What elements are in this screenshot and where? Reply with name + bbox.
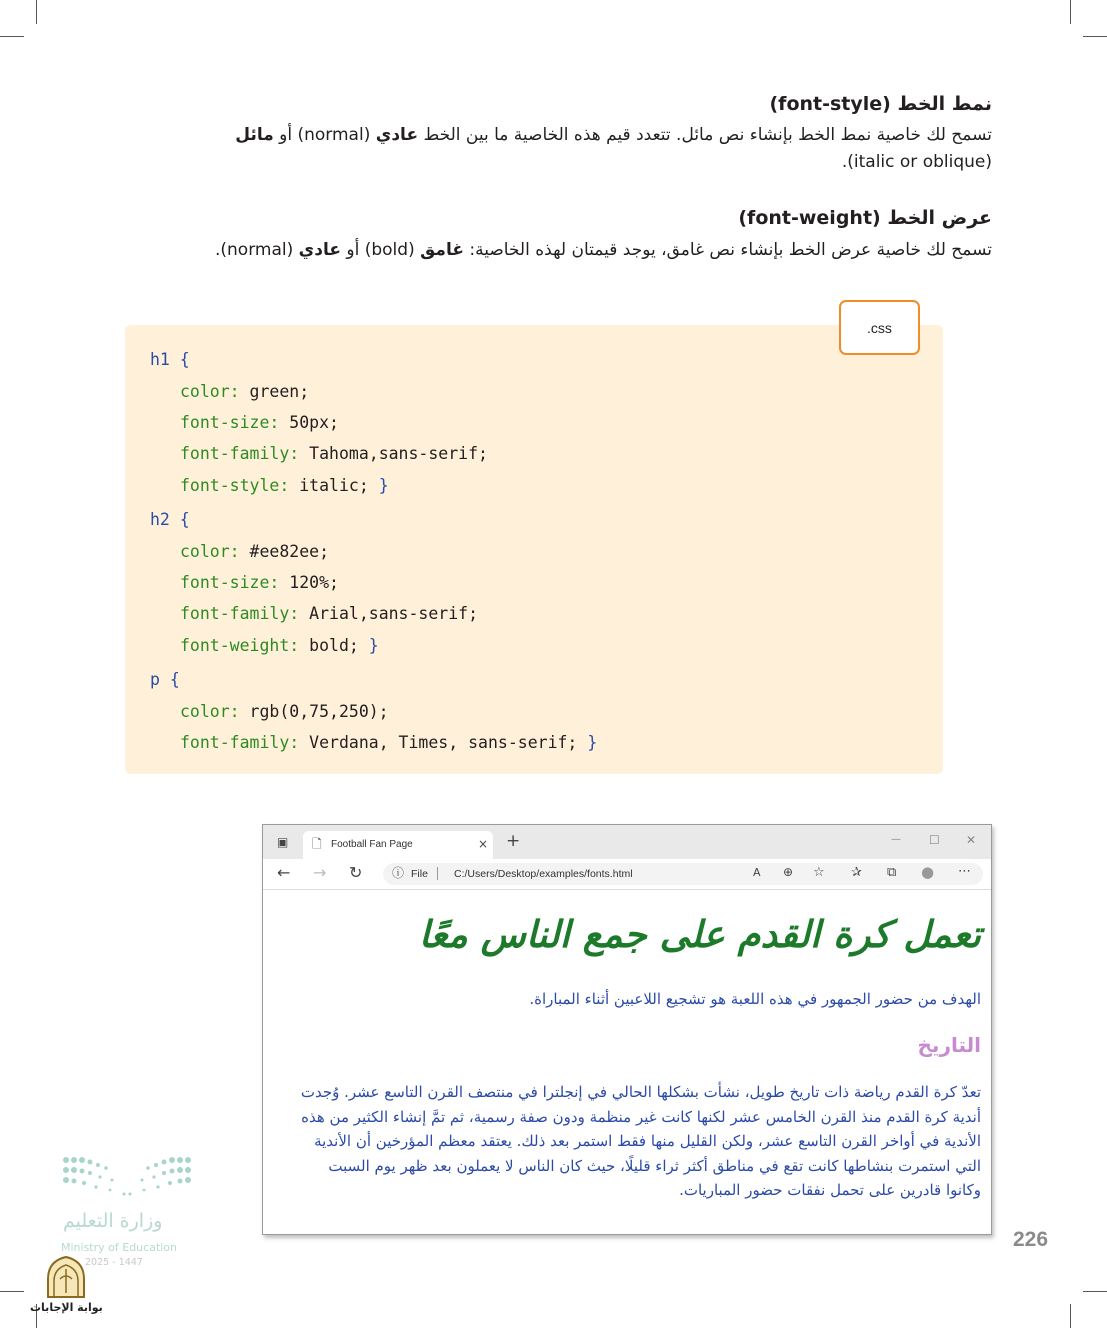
css-property: font-family: [180, 733, 300, 752]
code-line [180, 636, 379, 655]
css-property: font-style: [180, 476, 290, 495]
css-file-tab [839, 300, 920, 355]
read-aloud-icon[interactable]: A [753, 866, 761, 879]
close-window-button[interactable]: ✕ [966, 833, 977, 847]
code-line [180, 542, 329, 561]
code-line [150, 350, 190, 369]
address-prefix: File [411, 868, 428, 880]
page-heading-2: التاريخ [917, 1033, 981, 1057]
dome-emblem-icon [44, 1255, 88, 1299]
new-tab-button[interactable]: + [506, 831, 521, 851]
page-paragraph-1: الهدف من حضور الجمهور في هذه اللعبة هو تشجيع اللاعبين أثناء المباراة. [529, 990, 981, 1008]
css-value: bold; [299, 636, 369, 655]
bold-term: عادي [298, 240, 341, 260]
back-icon[interactable]: ← [277, 863, 291, 882]
ministry-year: 2025 - 1447 [85, 1257, 143, 1268]
css-selector: h2 [150, 510, 170, 529]
address-url: C:/Users/Desktop/examples/fonts.html [454, 868, 633, 880]
crop-mark [1070, 0, 1071, 24]
code-line [180, 733, 597, 752]
ministry-dots-icon [60, 1150, 200, 1200]
code-line [150, 670, 180, 689]
css-selector: h1 [150, 350, 170, 369]
collections-icon[interactable]: ⧉ [887, 865, 897, 880]
css-value: italic; [289, 476, 379, 495]
minimize-button[interactable]: — [891, 834, 901, 845]
favorite-icon[interactable]: ☆ [813, 865, 825, 880]
portal-logo [30, 1255, 102, 1320]
crop-mark [0, 1291, 24, 1292]
css-value: Arial,sans-serif; [299, 604, 479, 623]
css-property: font-weight: [180, 636, 300, 655]
font-weight-paragraph [132, 237, 992, 264]
css-selector: p [150, 670, 160, 689]
brace: { [169, 350, 190, 369]
text-run: تسمح لك خاصية نمط الخط بإنشاء نص مائل. تتعدد قيم هذه الخاصية ما بين الخط [418, 125, 992, 145]
page-number: 226 [1013, 1228, 1049, 1251]
css-value: #ee82ee; [239, 542, 330, 561]
page-heading-1: تعمل كرة القدم على جمع الناس معًا [418, 913, 981, 956]
text-run: (normal). [214, 240, 299, 260]
crop-mark [1083, 1291, 1107, 1292]
tab-bar [263, 825, 991, 859]
bold-term: مائل [235, 125, 274, 145]
text-run: (italic or oblique). [841, 152, 992, 172]
ministry-arabic-name: وزارة التعليم [63, 1210, 163, 1232]
css-property: color: [180, 702, 240, 721]
code-line [180, 702, 389, 721]
font-style-paragraph [152, 122, 992, 176]
brace: } [378, 476, 389, 495]
code-line [180, 604, 478, 623]
brace: { [159, 670, 180, 689]
css-value: rgb(0,75,250); [239, 702, 389, 721]
favorites-icon[interactable]: ✰ [851, 865, 862, 880]
brace: { [169, 510, 190, 529]
portal-label: بوابة الإجابات [30, 1301, 103, 1314]
css-value: green; [239, 382, 310, 401]
bold-term: عادي [375, 125, 419, 145]
code-line [180, 573, 339, 592]
tab-actions-icon[interactable]: ▣ [277, 835, 289, 849]
code-line [180, 382, 309, 401]
code-line [180, 476, 389, 495]
css-value: 120%; [279, 573, 339, 592]
bold-term: غامق [420, 240, 464, 260]
browser-toolbar [263, 859, 991, 890]
address-bar[interactable] [383, 863, 983, 885]
brace: } [368, 636, 379, 655]
code-line [150, 510, 190, 529]
font-weight-heading: عرض الخط (font-weight) [738, 207, 992, 229]
css-property: font-family: [180, 604, 300, 623]
code-line [180, 444, 488, 463]
text-run: (normal) أو [273, 125, 376, 145]
font-style-heading: نمط الخط (font-style) [769, 93, 992, 115]
css-property: font-size: [180, 413, 280, 432]
text-run: تسمح لك خاصية عرض الخط بإنشاء نص غامق، يوجد قيمتان لهذه الخاصية: [463, 240, 992, 260]
profile-icon[interactable]: ● [921, 863, 935, 881]
page-icon: 🗋 [312, 837, 322, 851]
crop-mark [1083, 36, 1107, 37]
css-property: font-size: [180, 573, 280, 592]
maximize-button[interactable]: ☐ [929, 833, 940, 847]
code-line [180, 413, 339, 432]
info-icon: ⓘ [392, 866, 405, 880]
crop-mark [0, 36, 24, 37]
css-value: 50px; [279, 413, 339, 432]
refresh-icon[interactable]: ↻ [349, 863, 363, 882]
crop-mark [1070, 1304, 1071, 1328]
close-tab-icon[interactable]: × [478, 837, 489, 851]
text-run: (bold) أو [340, 240, 421, 260]
css-value: Verdana, Times, sans-serif; [299, 733, 588, 752]
css-property: font-family: [180, 444, 300, 463]
zoom-icon[interactable]: ⊕ [783, 865, 794, 879]
browser-window [262, 824, 992, 1235]
css-tab-label: .css [867, 319, 892, 336]
ministry-english-name: Ministry of Education [61, 1241, 178, 1254]
page-paragraph-2: تعدّ كرة القدم رياضة ذات تاريخ طويل، نشأت بشكلها الحالي في إنجلترا في منتصف القرن التاسع عشر. وُجدت أندية كرة القدم منذ القرن الخامس عشر لكنها كانت غير منظمة ودون صفة رسمية، ثم تمَّ إنشاء الكثير من هذه الأندية في أواخر القرن التاسع عشر، ولكن القليل منها فقط استمر بعد ذلك. يعتقد معظم المؤرخين أن الأندية التي استمرت بنشاطها كانت تقع في مناطق أكثر ثراء قليلًا، حيث كان الناس لا يعملون بعد ظهر يوم السبت وكانوا قادرين على تحمل نفقات حضور المباريات. [300, 1083, 981, 1199]
css-property: color: [180, 542, 240, 561]
tab-title: Football Fan Page [331, 839, 413, 850]
css-value: Tahoma,sans-serif; [299, 444, 488, 463]
more-icon[interactable]: ⋯ [958, 864, 971, 879]
browser-tab[interactable] [303, 831, 493, 859]
forward-icon[interactable]: → [313, 863, 327, 882]
address-divider [437, 867, 438, 880]
css-property: color: [180, 382, 240, 401]
crop-mark [36, 0, 37, 24]
brace: } [587, 733, 598, 752]
